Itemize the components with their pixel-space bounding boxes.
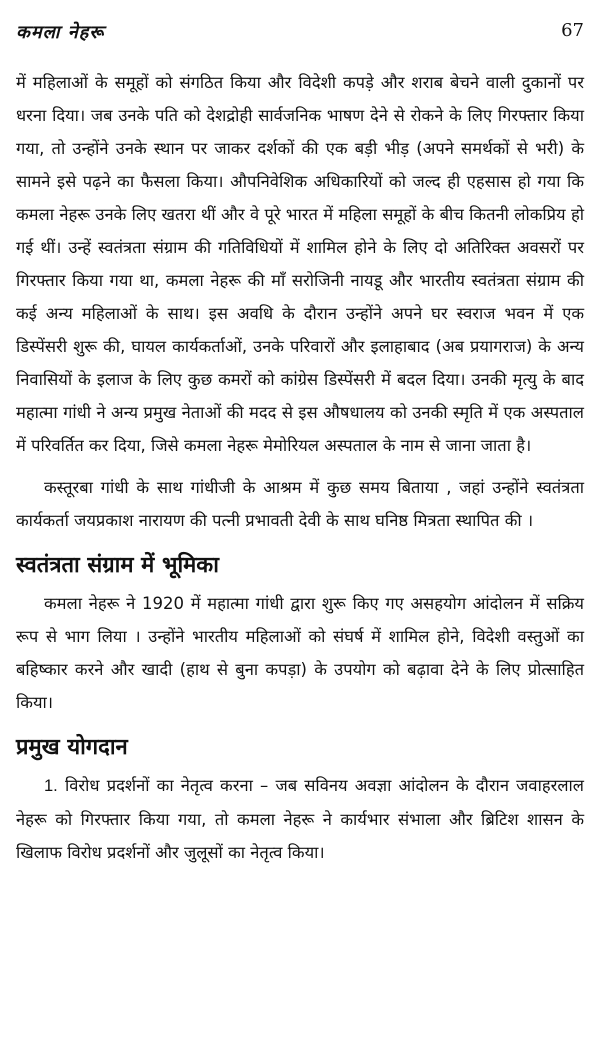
- body-paragraph-1: में महिलाओं के समूहों को संगठित किया और विदेशी कपड़े और शराब बेचने वाली दुकानों पर धरना दिया। जब उनके पति को देशद्रोही सार्वजनिक भाषण देने से रोकने के लिए गिरफ्तार किया गया, तो उन्होंने उनके स्थान पर जाकर दर्शकों की एक बड़ी भीड़ (अपने समर्थकों से भरी) के सामने इसे पढ़ने का फैसला किया। औपनिवेशिक अधिकारियों को जल्द ही एहसास हो गया कि कमला नेहरू उनके लिए खतरा थीं और वे पूरे भारत में महिला समूहों के बीच कितनी लोकप्रिय हो गई थीं। उन्हें स्वतंत्रता संग्राम की गतिविधियों में शामिल होने के लिए दो अतिरिक्त अवसरों पर गिरफ्तार किया गया था, कमला नेहरू की माँ सरोजिनी नायडू और भारतीय स्वतंत्रता संग्राम की कई अन्य महिलाओं के साथ। इस अवधि के दौरान उन्होंने अपने घर स्वराज भवन में एक डिस्पेंसरी शुरू की, घायल कार्यकर्ताओं, उनके परिवारों और इलाहाबाद (अब प्रयागराज) के अन्य निवासियों के इलाज के लिए कुछ कमरों को कांग्रेस डिस्पेंसरी में बदल दिया। उनकी मृत्यु के बाद महात्मा गांधी ने अन्य प्रमुख नेताओं की मदद से इस औषधालय को उनकी स्मृति में एक अस्पताल में परिवर्तित कर दिया, जिसे कमला नेहरू मेमोरियल अस्पताल के नाम से जाना जाता है।: [16, 73, 584, 455]
- contribution-item-text: विरोध प्रदर्शनों का नेतृत्व करना – जब सविनय अवज्ञा आंदोलन के दौरान जवाहरलाल नेहरू को गिरफ्तार किया गया, तो कमला नेहरू ने कार्यभार संभाला और ब्रिटिश शासन के खिलाफ विरोध प्रदर्शनों और जुलूसों का नेतृत्व किया।: [16, 776, 584, 862]
- running-title: कमला नेहरू: [16, 22, 105, 43]
- contribution-item-number: 1.: [44, 777, 58, 795]
- section-heading-role: स्वतंत्रता संग्राम में भूमिका: [16, 553, 219, 578]
- page-number: 67: [561, 20, 584, 41]
- running-header: [16, 20, 584, 50]
- section-role-paragraph: कमला नेहरू ने 1920 में महात्मा गांधी द्वारा शुरू किए गए असहयोग आंदोलन में सक्रिय रूप से भाग लिया । उन्होंने भारतीय महिलाओं को संघर्ष में शामिल होने, विदेशी वस्तुओं का बहिष्कार करने और खादी (हाथ से बुना कपड़ा) के उपयोग को बढ़ावा देने के लिए प्रोत्साहित किया।: [16, 594, 584, 712]
- body-paragraph-2: कस्तूरबा गांधी के साथ गांधीजी के आश्रम में कुछ समय बिताया , जहां उन्होंने स्वतंत्रता कार्यकर्ता जयप्रकाश नारायण की पत्नी प्रभावती देवी के साथ घनिष्ठ मित्रता स्थापित की ।: [16, 478, 584, 530]
- section-heading-contributions: प्रमुख योगदान: [16, 735, 128, 760]
- contribution-item-1: [16, 769, 584, 869]
